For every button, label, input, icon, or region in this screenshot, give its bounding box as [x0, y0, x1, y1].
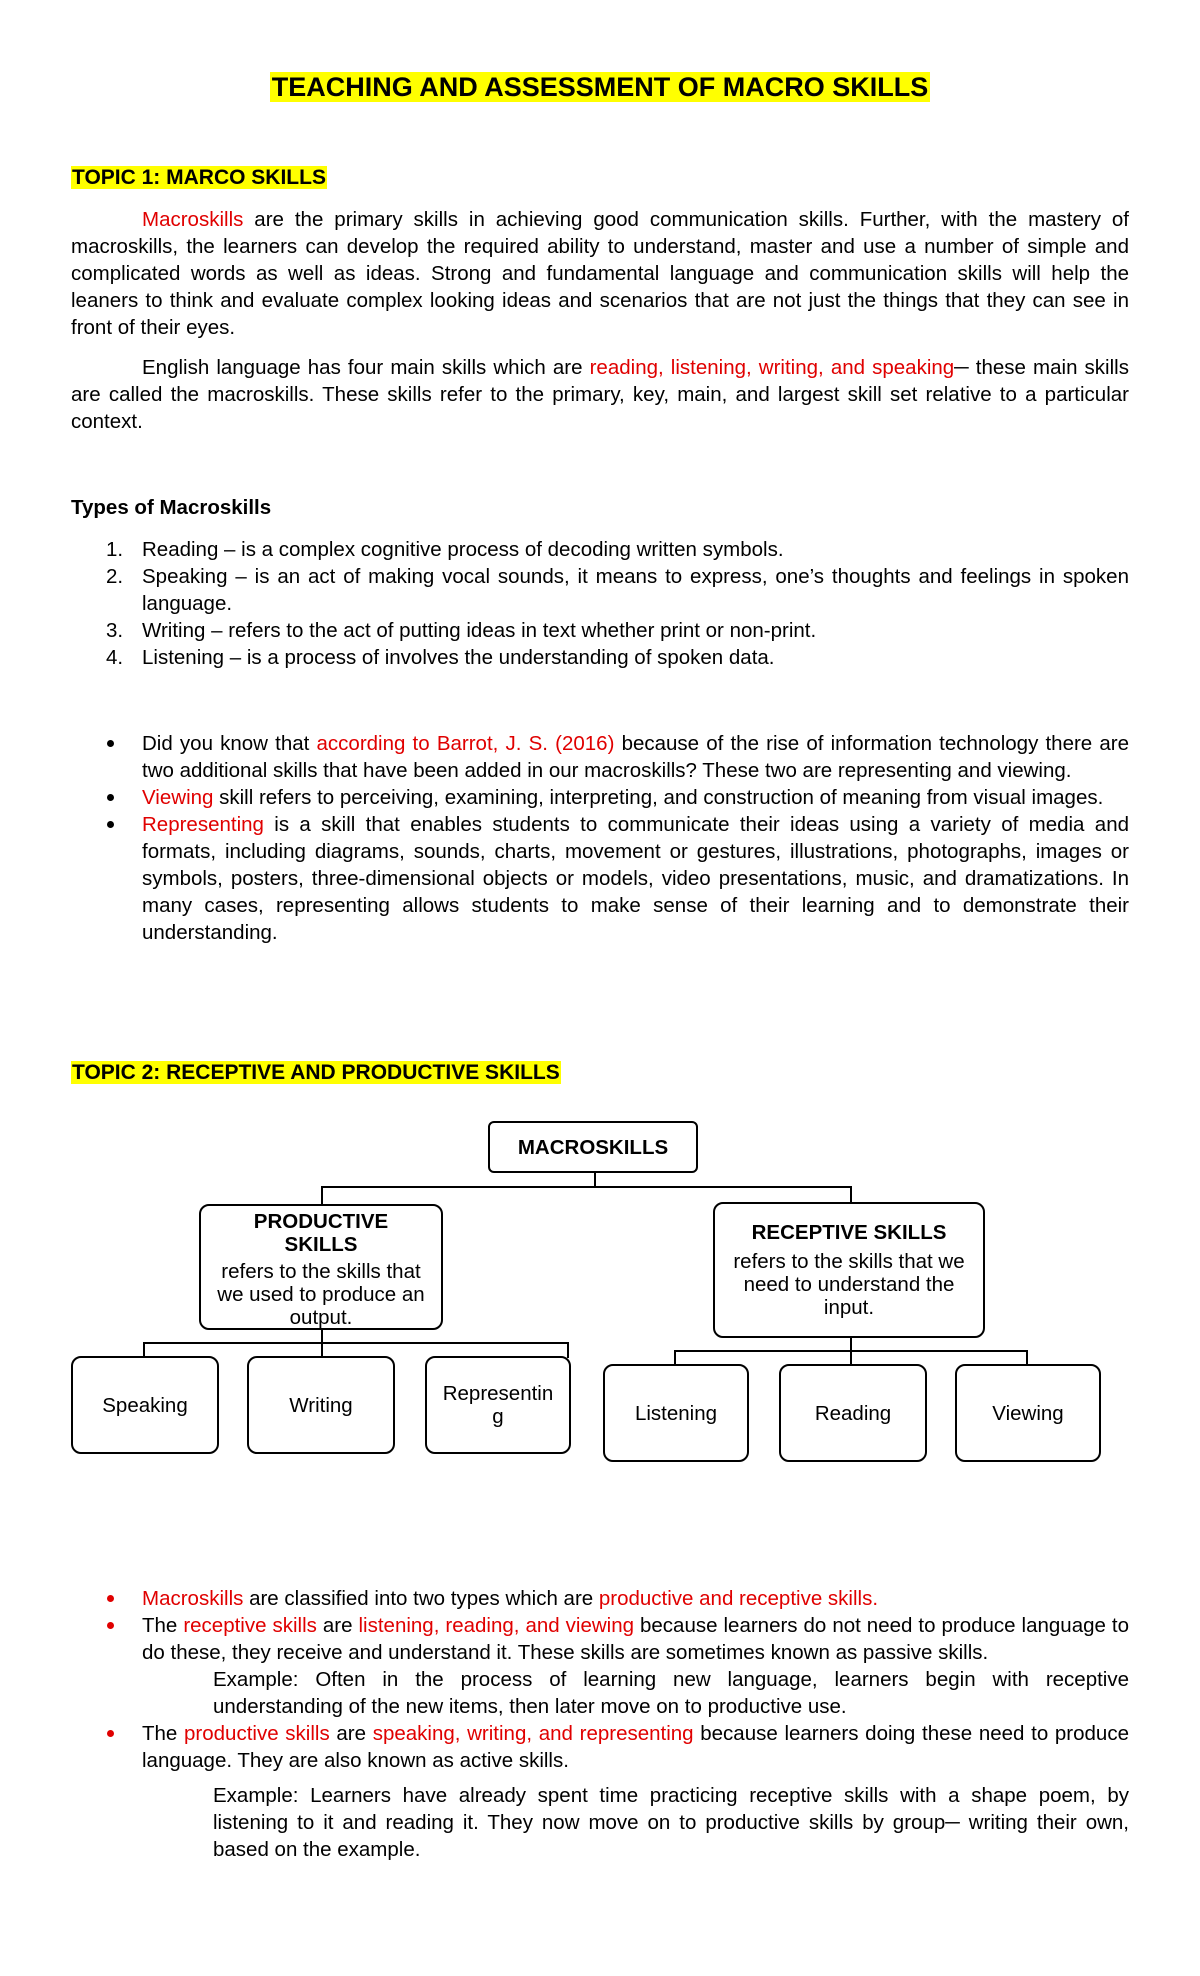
writing-box: Writing: [247, 1356, 395, 1454]
topic2-bullets: [71, 1585, 1129, 1863]
connector-line: [321, 1186, 323, 1206]
connector-line: [321, 1186, 850, 1188]
list-item: 2. Speaking – is an act of making vocal sounds, it means to express, one’s thoughts and feelings in spoken language.: [106, 565, 1129, 615]
topic1-paragraph-1: Macroskills are the primary skills in achieving good communication skills. Further, with the mastery of macroskills, the learners can develop the required ability to understand, master and use a number of simple and complicated words as well as ideas. Strong and fundamental language and communication skills will help the leaners to think and evaluate complex looking ideas and scenarios that are not just the things that they can see in front of their eyes.: [71, 208, 1129, 339]
types-heading: Types of Macroskills: [71, 496, 272, 519]
bullet-icon: [107, 1622, 114, 1629]
list-item: 1. Reading – is a complex cognitive process of decoding written symbols.: [106, 538, 784, 561]
connector-line: [594, 1172, 596, 1186]
productive-skills-box: PRODUCTIVE SKILLS refers to the skills that we used to produce an output.: [199, 1204, 443, 1330]
macroskills-diagram: [71, 1120, 1129, 1480]
list-item: The receptive skills are listening, reading, and viewing because learners do not need to produce language to do these, they receive and understand it. These skills are sometimes known as passive skills. Example: Often in the process of learning new language, learners begin with receptive understanding of the new items, then later move on to productive use.: [71, 1612, 1129, 1720]
types-list: [71, 536, 1129, 671]
connector-line: [850, 1186, 852, 1202]
example-text: Example: Often in the process of learning new language, learners begin with receptive understanding of the new items, then later move on to productive use.: [213, 1668, 1129, 1718]
reading-box: Reading: [779, 1364, 927, 1462]
list-item: Viewing skill refers to perceiving, examining, interpreting, and construction of meaning from visual images.: [71, 784, 1129, 811]
listening-box: Listening: [603, 1364, 749, 1462]
connector-line: [143, 1342, 569, 1344]
topic1-paragraph-2: English language has four main skills which are reading, listening, writing, and speaking─ these main skills are called the macroskills. These skills refer to the primary, key, main, and largest skill set relative to a particular context.: [71, 356, 1129, 433]
viewing-box: Viewing: [955, 1364, 1101, 1462]
bullet-icon: [107, 1595, 114, 1602]
list-item: 4. Listening – is a process of involves the understanding of spoken data.: [106, 646, 775, 669]
bullet-icon: [107, 821, 114, 828]
macroskills-root-box: MACROSKILLS: [488, 1121, 698, 1173]
example-text: Example: Learners have already spent time practicing receptive skills with a shape poem, by listening to it and reading it. They now move on to productive skills by group─ writing their own, based on the example.: [213, 1784, 1129, 1861]
bullet-icon: [107, 1730, 114, 1737]
receptive-skills-box: RECEPTIVE SKILLS refers to the skills that we need to understand the input.: [713, 1202, 985, 1338]
list-item: Did you know that according to Barrot, J. S. (2016) because of the rise of information technology there are two additional skills that have been added in our macroskills? These two are representing and viewing.: [71, 730, 1129, 784]
connector-line: [567, 1342, 569, 1358]
list-item: 3. Writing – refers to the act of putting ideas in text whether print or non-print.: [106, 619, 817, 642]
bullet-icon: [107, 740, 114, 747]
topic1-bullets: [71, 730, 1129, 946]
speaking-box: Speaking: [71, 1356, 219, 1454]
list-item: Macroskills are classified into two types which are productive and receptive skills.: [71, 1585, 1129, 1612]
representing-box: Representin g: [425, 1356, 571, 1454]
list-item: The productive skills are speaking, writing, and representing because learners doing these need to produce language. They are also known as active skills. Example: Learners have already spent time practicing receptive skills with a shape poem, by listening to it and reading it. They now move on to productive skills by group─ writing their own, based on the example.: [71, 1720, 1129, 1863]
topic1-heading: TOPIC 1: MARCO SKILLS: [72, 166, 326, 189]
list-item: Representing is a skill that enables students to communicate their ideas using a variety of media and formats, including diagrams, sounds, charts, movement or gestures, illustrations, photographs, images or symbols, posters, three-dimensional objects or models, video presentations, music, and dramatizations. In many cases, representing allows students to make sense of their learning and to demonstrate their understanding.: [71, 811, 1129, 946]
topic2-heading: TOPIC 2: RECEPTIVE AND PRODUCTIVE SKILLS: [72, 1061, 560, 1084]
document-title: TEACHING AND ASSESSMENT OF MACRO SKILLS: [271, 72, 929, 102]
bullet-icon: [107, 794, 114, 801]
